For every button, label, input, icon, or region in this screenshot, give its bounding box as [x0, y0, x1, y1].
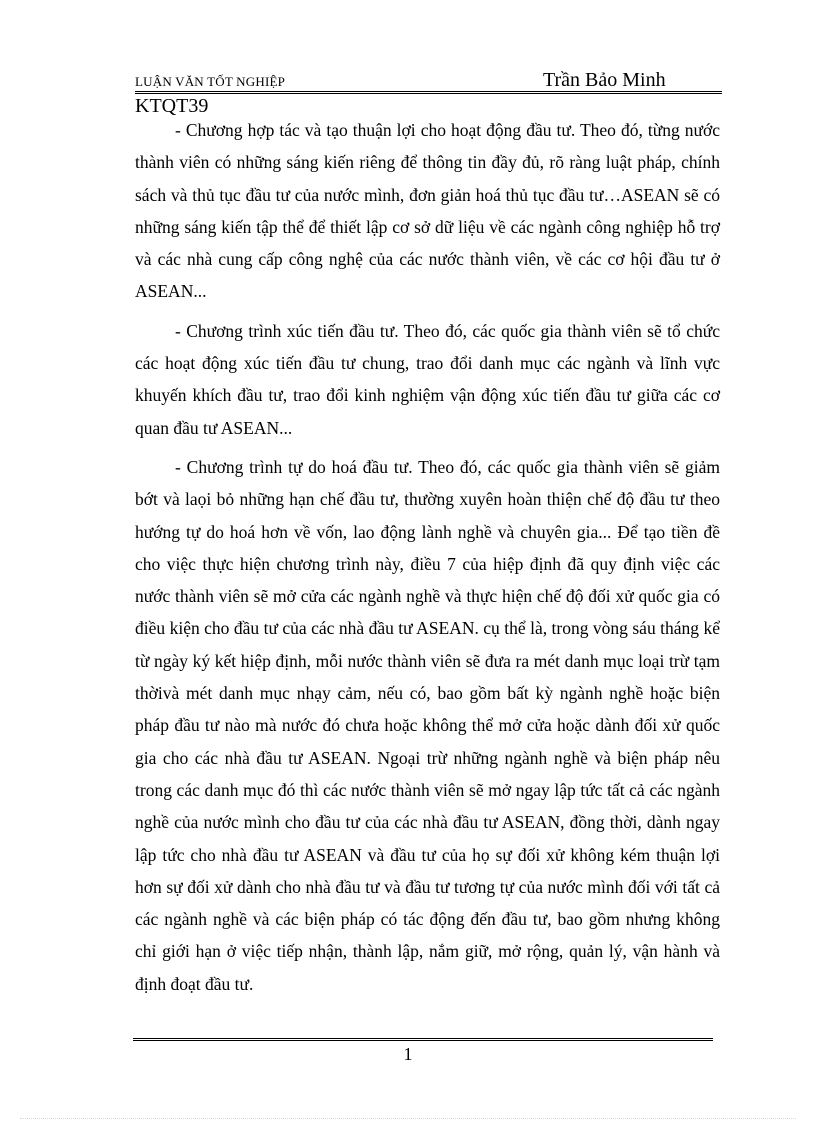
footer-divider — [133, 1038, 713, 1041]
document-body — [135, 114, 720, 1007]
paragraph-promotion: - Chương trình xúc tiến đầu tư. Theo đó, các quốc gia thành viên sẽ tổ chức các hoạt động xúc tiến đầu tư chung, trao đổi danh mục các ngành và lĩnh vực khuyến khích đầu tư, trao đổi kinh nghiệm vận động xúc tiến đầu tư giữa các cơ quan đầu tư ASEAN... — [135, 320, 720, 438]
document-code: KTQT39 — [135, 95, 209, 117]
page-edge — [20, 1118, 796, 1119]
header-divider — [135, 91, 722, 94]
paragraph-liberalization: - Chương trình tự do hoá đầu tư. Theo đó, các quốc gia thành viên sẽ giảm bớt và laọi bỏ những hạn chế đầu tư, thường xuyên hoàn thiện chế độ đầu tư theo hướng tự do hoá hơn về vốn, lao động lành nghề và chuyên gia... Để tạo tiền đề cho việc thực hiện chương trình này, điều 7 của hiệp định đã quy định việc các nước thành viên sẽ mở cửa các ngành nghề và thực hiện chế độ đối xử quốc gia có điều kiện cho đầu tư của các nhà đầu tư ASEAN. cụ thể là, trong vòng sáu tháng kể từ ngày ký kết hiệp định, mỗi nước thành viên sẽ đưa ra mét danh mục loại trừ tạm thờivà mét danh mục nhạy cảm, nếu có, bao gồm bất kỳ ngành nghề hoặc biện pháp đầu tư nào mà nước đó chưa hoặc không thể mở cửa hoặc dành đối xử quốc gia cho các nhà đầu tư ASEAN. Ngoại trừ những ngành nghề và biện pháp nêu trong các danh mục đó thì các nước thành viên sẽ mở ngay lập tức tất cả các ngành nghề của nước mình cho đầu tư của các nhà đầu tư ASEAN, đồng thời, dành ngay lập tức cho nhà đầu tư ASEAN và đầu tư của họ sự đối xử không kém thuận lợi hơn sự đối xử dành cho nhà đầu tư và đầu tư tương tự của nước mình đối với tất cả các ngành nghề và các biện pháp có tác động đến đầu tư, bao gồm nhưng không chỉ giới hạn ở việc tiếp nhận, thành lập, nắm giữ, mở rộng, quản lý, vận hành và định đoạt đầu tư. — [135, 456, 720, 994]
paragraph-cooperation: - Chương hợp tác và tạo thuận lợi cho hoạt động đầu tư. Theo đó, từng nước thành viên có những sáng kiến riêng để thông tin đầy đủ, rõ ràng luật pháp, chính sách và thủ tục đầu tư của nước mình, đơn giản hoá thủ tục đầu tư…ASEAN sẽ có những sáng kiến tập thể để thiết lập cơ sở dữ liệu về các ngành công nghiệp hỗ trợ và các nhà cung cấp công nghệ của các nước thành viên, về các cơ hội đầu tư ở ASEAN... — [135, 120, 720, 302]
thesis-label: LUẬN VĂN TỐT NGHIỆP — [135, 74, 286, 89]
page-header — [135, 68, 722, 94]
page-number: 1 — [403, 1044, 413, 1064]
author-name: Trần Bảo Minh — [543, 69, 666, 91]
